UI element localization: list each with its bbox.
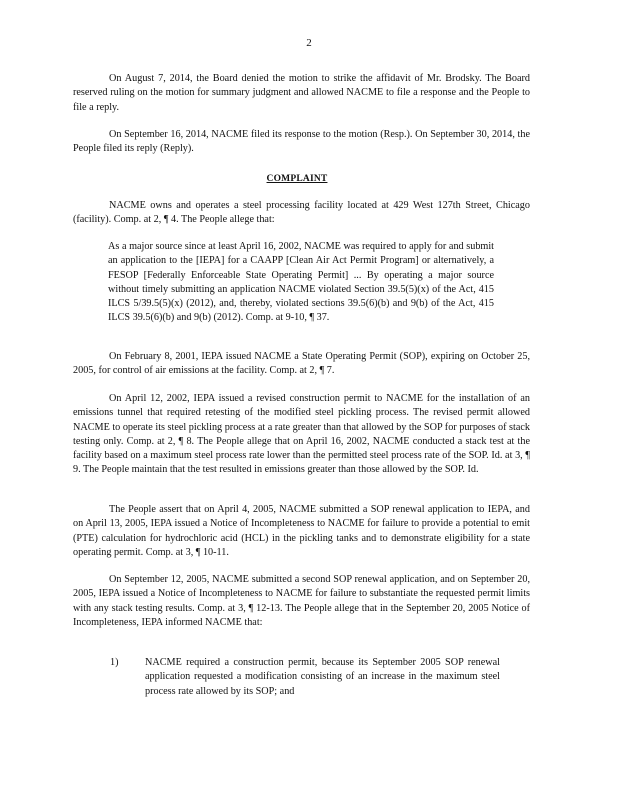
block-quote: As a major source since at least April 16, 2002, NACME was required to apply for and submit an application to the [IEPA] for a CAAPP [Clean Air Act Permit Program] or alternatively, a FESOP [Federally Enforceable State Operating Permit] ... By operating a major source without timely submitting an application NACME violated Section 39.5(5)(x) of the Act, 415 ILCS 5/39.5(5)(x) (2012), and, thereby, violated sections 39.5(6)(b) and 9(b) of the Act, 415 ILCS 39.5(6)(b) and 9(b) (2012). Comp. at 9-10, ¶ 37. [108,241,494,324]
list-item: NACME required a construction permit, because its September 2005 SOP renewal application requested a modification consisting of an increase in the maximum steel process rate allowed by its SOP; and [145,657,500,697]
paragraph-response-reply: On September 16, 2014, NACME filed its response to the motion (Resp.). On September 30, 2014, the People filed its reply (Reply). [73,129,530,155]
paragraph-motion-ruling: On August 7, 2014, the Board denied the motion to strike the affidavit of Mr. Brodsky. The Board reserved ruling on the motion for summary judgment and allowed NACME to file a response and the People to file a reply. [73,73,530,113]
list-item-number: 1) [110,657,119,668]
paragraph-construction-permit: On April 12, 2002, IEPA issued a revised construction permit to NACME for the installation of an emissions tunnel that required retesting of the modified steel pickling process. The revised permit allowed NACME to operate its steel pickling process at a rate greater than that allowed by the SOP for purposes of stack testing only. Comp. at 2, ¶ 8. The People allege that on April 16, 2002, NACME conducted a stack test at the facility based on a maximum steel process rate lower than the permitted steel process rate of the SOP. Id. at 3, ¶ 9. The People maintain that the test resulted in emissions greater than those allowed by the SOP. Id. [73,393,530,476]
complaint-heading: COMPLAINT [266,174,328,184]
paragraph-renewal-application: The People assert that on April 4, 2005, NACME submitted a SOP renewal application to IEPA, and on April 13, 2005, IEPA issued a Notice of Incompleteness to NACME for failure to provide a potential to emit (PTE) calculation for hydrochloric acid (HCL) in the pickling tanks and to demonstrate eligibility for a state operating permit. Comp. at 3, ¶ 10-11. [73,504,530,558]
page-number: 2 [306,37,312,49]
paragraph-sop-issued: On February 8, 2001, IEPA issued NACME a State Operating Permit (SOP), expiring on October 25, 2005, for control of air emissions at the facility. Comp. at 2, ¶ 7. [73,351,530,377]
paragraph-complaint-intro: NACME owns and operates a steel processing facility located at 429 West 127th Street, Chicago (facility). Comp. at 2, ¶ 4. The People allege that: [73,200,530,226]
paragraph-second-renewal: On September 12, 2005, NACME submitted a second SOP renewal application, and on September 20, 2005, IEPA issued a Notice of Incompleteness to NACME for failure to substantiate the requested permit limits with any stack testing results. Comp. at 3, ¶ 12-13. The People allege that in the September 20, 2005 Notice of Incompleteness, IEPA informed NACME that: [73,574,530,628]
